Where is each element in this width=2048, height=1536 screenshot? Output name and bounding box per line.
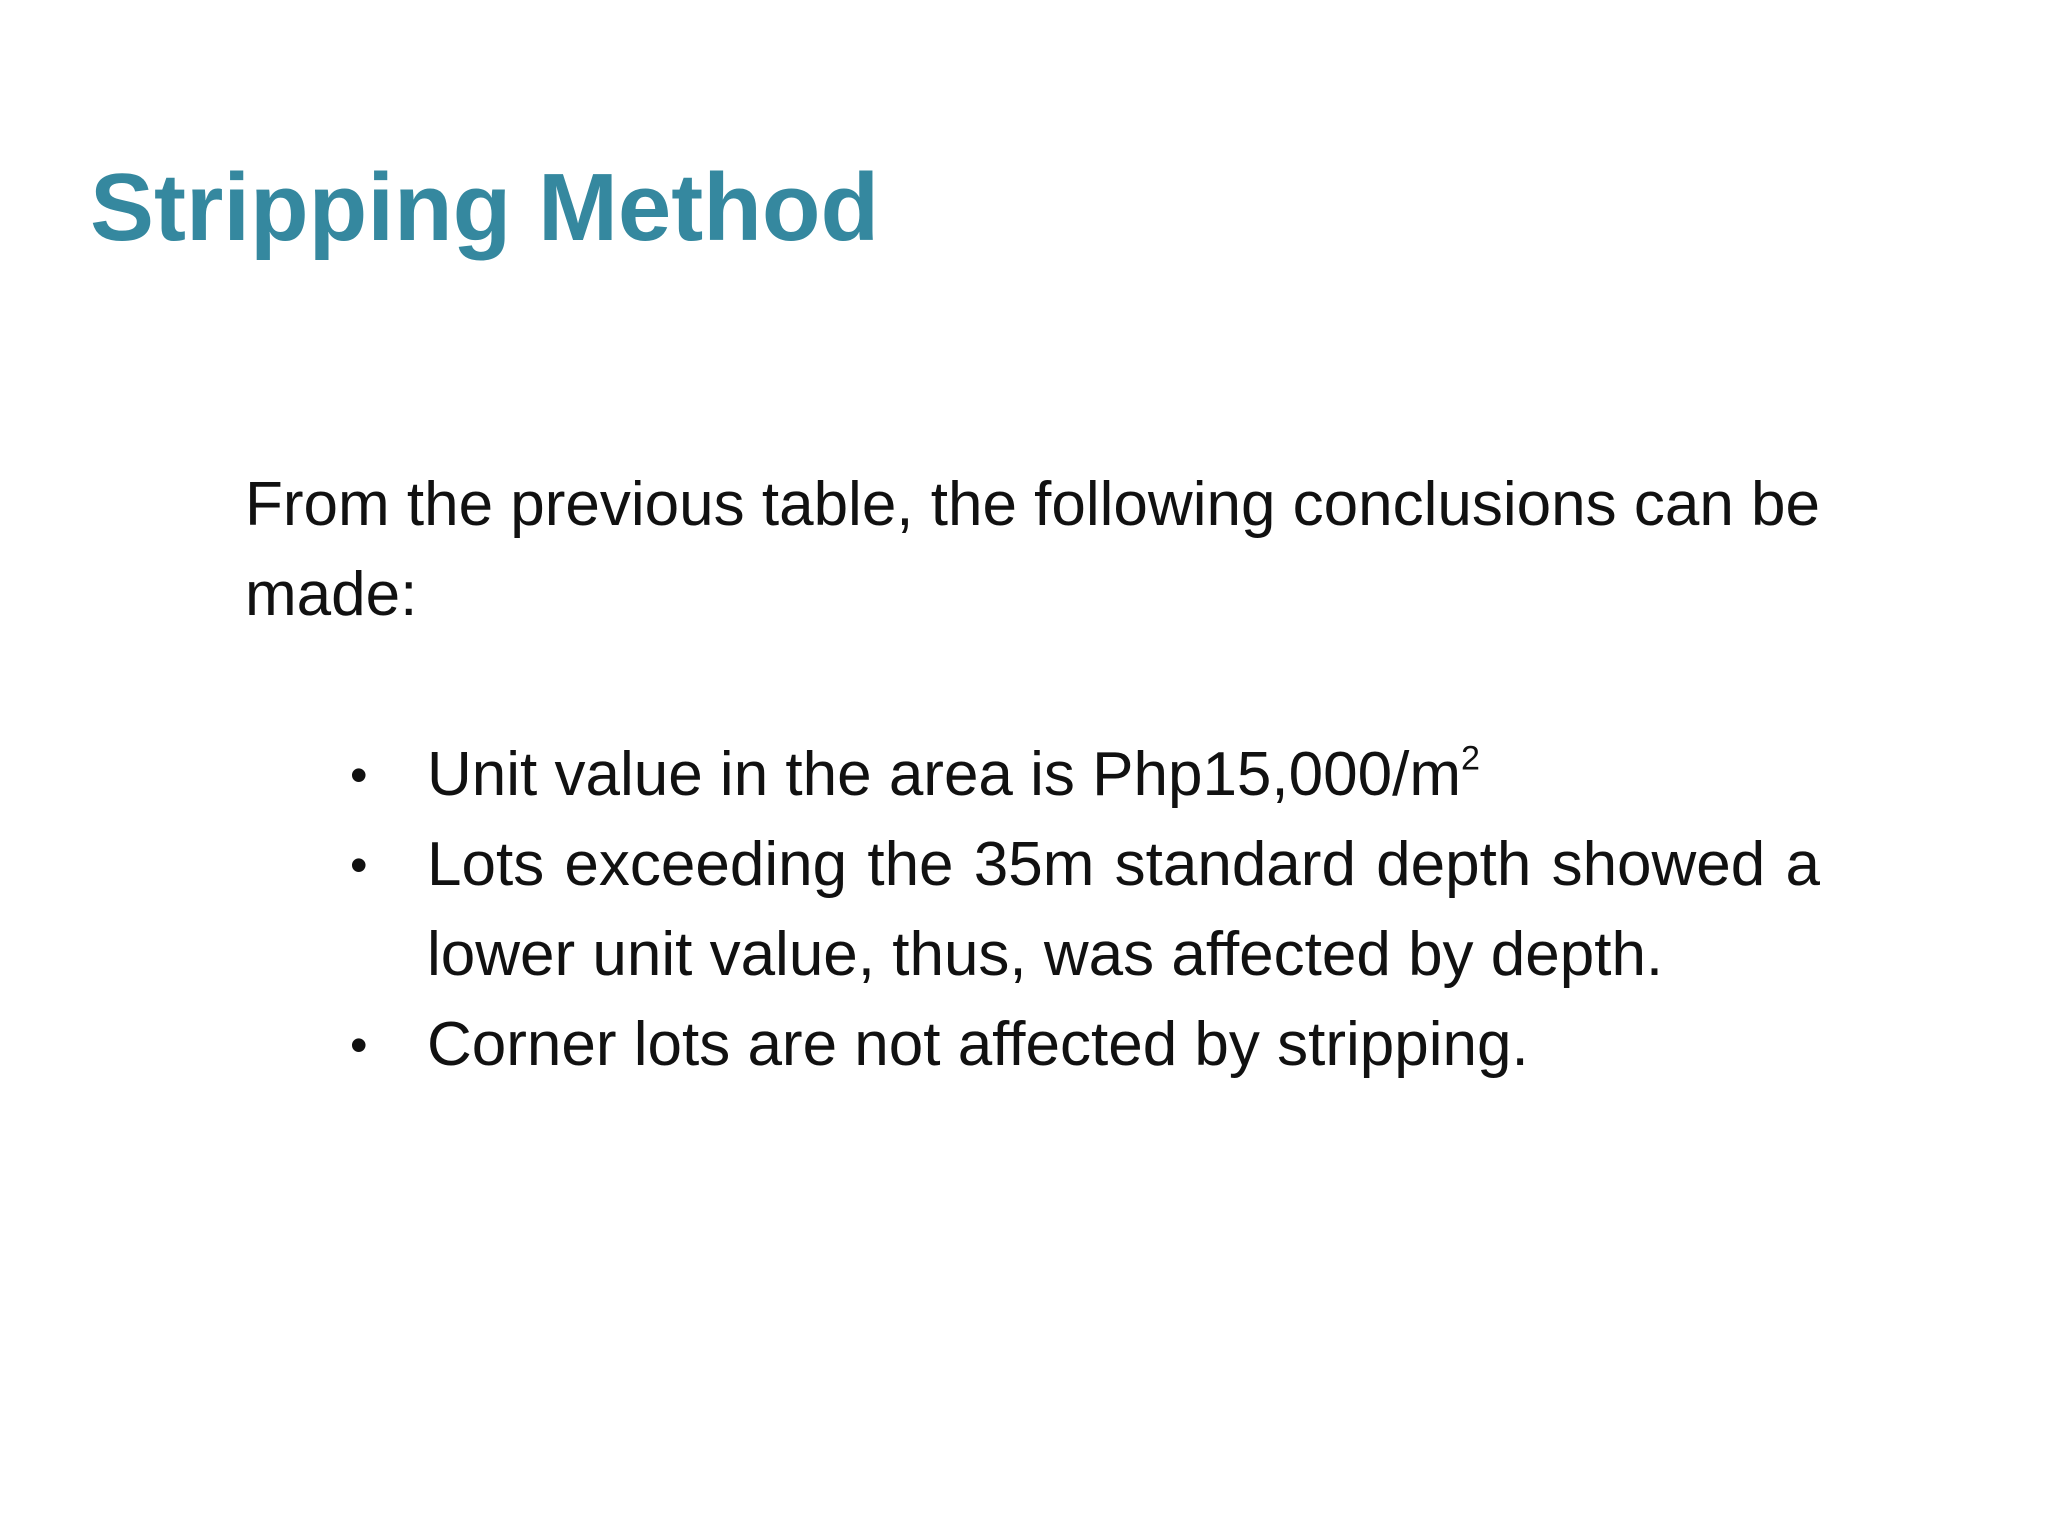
bullet-text: Lots exceeding the 35m standard depth showed a lower unit value, thus, was affected by depth. bbox=[427, 830, 1820, 989]
superscript-2: 2 bbox=[1460, 739, 1480, 778]
bullet-item-unit-value bbox=[245, 730, 1820, 820]
slide-title: Stripping Method bbox=[90, 154, 880, 261]
intro-paragraph: From the previous table, the following conclusions can be made: bbox=[245, 470, 1820, 629]
bullet-list bbox=[245, 730, 1820, 1090]
bullet-icon: • bbox=[350, 1017, 368, 1073]
bullet-icon: • bbox=[350, 747, 368, 803]
bullet-item-depth bbox=[245, 820, 1820, 1000]
bullet-text: Corner lots are not affected by stripping. bbox=[427, 1010, 1529, 1079]
bullet-item-corner-lots bbox=[245, 1000, 1820, 1090]
bullet-text: Unit value in the area is Php15,000/m bbox=[427, 740, 1461, 809]
bullet-icon: • bbox=[350, 837, 368, 893]
slide-body bbox=[245, 460, 1820, 1090]
